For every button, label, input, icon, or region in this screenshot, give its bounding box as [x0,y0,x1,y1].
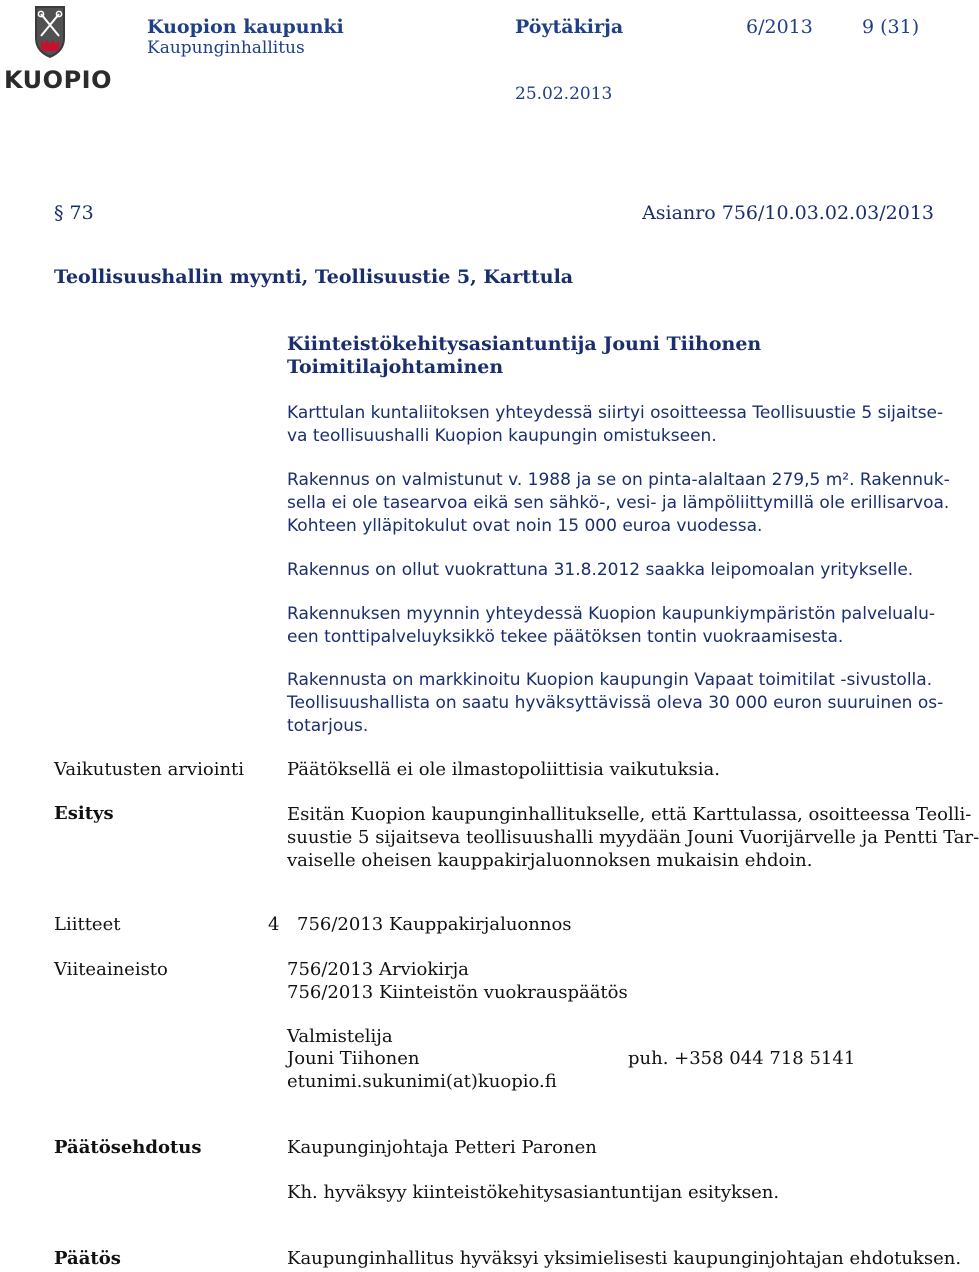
preparer-phone: puh. +358 044 718 5141 [628,1048,856,1069]
paragraph-line: Karttulan kuntaliitoksen yhteydessä siirtyi osoitteessa Teollisuustie 5 sijaitse- [287,403,944,423]
decision-proposal-label: Päätösehdotus [54,1137,202,1158]
decision-label: Päätös [54,1248,121,1269]
document-number: 6/2013 [746,16,813,38]
kuopio-logo [4,4,112,96]
governing-body: Kaupunginhallitus [147,38,305,58]
section-number-line [54,202,94,224]
paragraph-line: sella ei ole tasearvoa eikä sen sähkö-, vesi- ja lämpöliittymillä ole erillisarvoa. [287,493,950,513]
impact-label: Vaikutusten arviointi [54,759,245,780]
paragraph-line: een tonttipalveluyksikkö tekee päätöksen tontin vuokraamisesta. [287,627,844,647]
proposal-line: Esitän Kuopion kaupunginhallitukselle, että Karttulassa, osoitteessa Teolli- [287,804,972,825]
paragraph [287,669,952,738]
paragraph-line: Rakennuksen myynnin yhteydessä Kuopion kaupunkiympäristön palvelualu- [287,604,936,624]
reference-item: 756/2013 Arviokirja [287,959,469,980]
paragraph [287,469,952,538]
attachment-link[interactable]: 756/2013 Kauppakirjaluonnos [297,914,572,935]
meeting-date: 25.02.2013 [515,84,613,104]
paragraph-line: Rakennus on ollut vuokrattuna 31.8.2012 saakka leipomoalan yritykselle. [287,560,914,580]
paragraph [287,559,952,582]
logo-wordmark: KUOPIO [4,66,112,94]
proposal-line: vaiselle oheisen kauppakirjaluonnoksen mukaisin ehdoin. [287,850,813,871]
impact-text: Päätöksellä ei ole ilmastopoliittisia vaikutuksia. [287,759,720,780]
proposal-text [287,803,979,872]
paragraph-line: Rakennus on valmistunut v. 1988 ja se on pinta-alaltaan 279,5 m². Rakennuk- [287,470,950,490]
presenter-title: Kiinteistökehitysasiantuntija Jouni Tiihonen [287,333,762,355]
paragraph-line: va teollisuushalli Kuopion kaupungin omistukseen. [287,426,717,446]
case-number: Asianro 756/10.03.02.03/2013 [642,202,934,224]
paragraph-line: Rakennusta on markkinoitu Kuopion kaupungin Vapaat toimitilat -sivustolla. [287,670,933,690]
paragraph [287,603,952,649]
attachment-number: 4 [268,914,280,935]
page-title: Teollisuushallin myynti, Teollisuustie 5, Karttula [54,266,574,288]
decision-proposal-text: Kh. hyväksyy kiinteistökehitysasiantuntijan esityksen. [287,1182,780,1203]
kuopio-coat-of-arms-icon [4,4,112,96]
preparer-name: Jouni Tiihonen [287,1048,420,1069]
decision-text: Kaupunginhallitus hyväksyi yksimielisesti kaupunginjohtajan ehdotuksen. [287,1248,962,1269]
document-type: Pöytäkirja [515,16,624,38]
page-number: 9 (31) [862,16,920,38]
presenter-unit: Toimitilajohtaminen [287,356,504,378]
paragraph-line: Teollisuushallista on saatu hyväksyttävissä oleva 30 000 euron suuruinen os- [287,693,944,713]
references-label: Viiteaineisto [54,959,168,980]
organization-name: Kuopion kaupunki [147,16,344,38]
proposal-line: suustie 5 sijaitseva teollisuushalli myydään Jouni Vuorijärvelle ja Pentti Tar- [287,827,979,848]
preparer-label: Valmistelija [287,1026,393,1047]
proposal-label: Esitys [54,803,114,824]
paragraph [287,402,952,448]
attachments-label: Liitteet [54,914,121,935]
section-sign: § [54,202,64,224]
decision-proposer: Kaupunginjohtaja Petteri Paronen [287,1137,597,1158]
paragraph-line: Kohteen ylläpitokulut ovat noin 15 000 euroa vuodessa. [287,516,763,536]
paragraph-line: totarjous. [287,716,369,736]
reference-item: 756/2013 Kiinteistön vuokrauspäätös [287,982,628,1003]
section-number: 73 [69,202,94,224]
preparer-email: etunimi.sukunimi(at)kuopio.fi [287,1071,557,1092]
